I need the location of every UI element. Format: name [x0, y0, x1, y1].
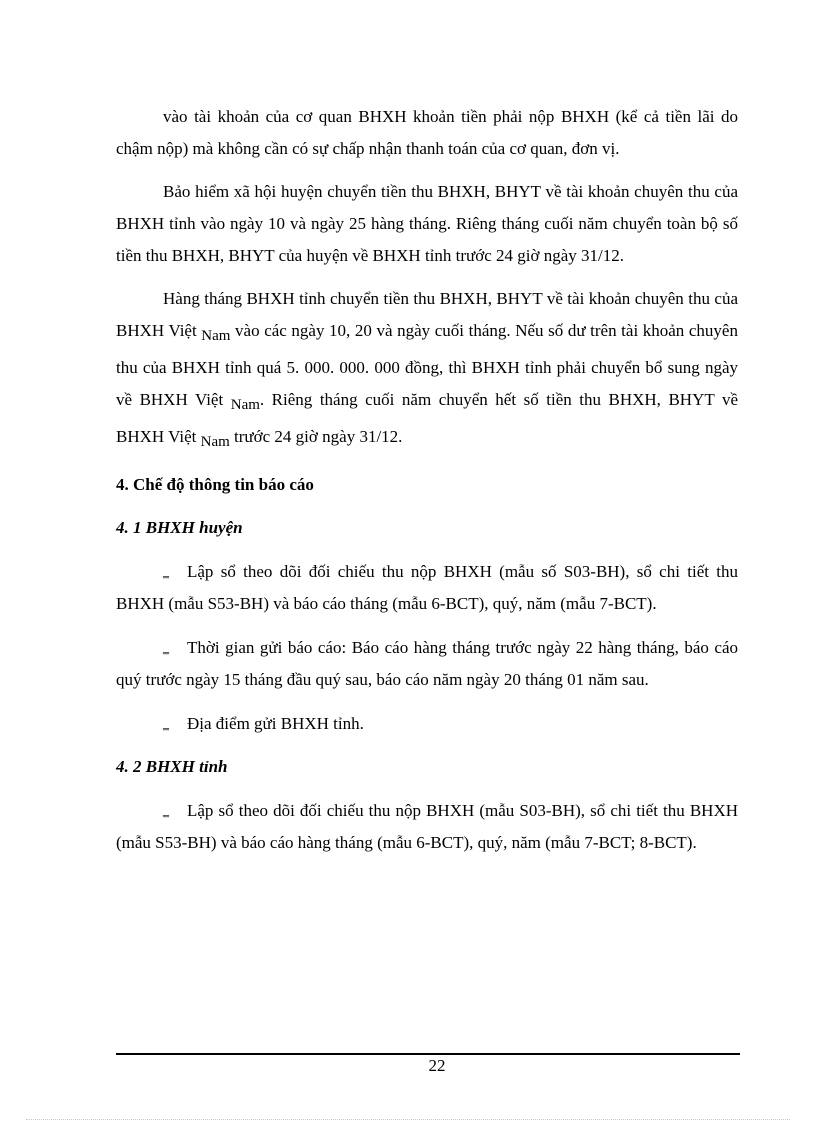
list-item-text: Lập sổ theo dõi đối chiếu thu nộp BHXH (mẫu S03-BH), sổ chi tiết thu BHXH (mẫu S53-BH) và báo cáo hàng tháng (mẫu 6-BCT), quý, năm (mẫu 7-BCT; 8-BCT). — [116, 801, 738, 852]
paragraph-continuation: vào tài khoản của cơ quan BHXH khoản tiền phải nộp BHXH (kể cả tiền lãi do chậm nộp) mà không cần có sự chấp nhận thanh toán của cơ quan, đơn vị. — [116, 107, 738, 158]
list-item — [116, 631, 738, 696]
list-item-text: Lập sổ theo dõi đối chiếu thu nộp BHXH (mẫu số S03-BH), sổ chi tiết thu BHXH (mẫu S53-BH) và báo cáo tháng (mẫu 6-BCT), quý, năm (mẫu 7-BCT). — [116, 562, 738, 613]
page-bottom-border — [26, 1119, 790, 1120]
p3-nam-3: Nam — [200, 434, 230, 450]
p3-text-1: Hàng tháng BHXH tỉnh chuyển tiền thu BHXH, BHYT về tài khoản chuyên thu của BHXH Việt — [116, 289, 738, 340]
p3-nam-2: Nam — [230, 397, 260, 413]
p3-nam-1: Nam — [201, 328, 231, 344]
page-content — [116, 101, 738, 870]
page-number: 22 — [428, 1056, 446, 1075]
subsection-heading-province: 4. 2 BHXH tỉnh — [116, 757, 228, 776]
list-item — [116, 794, 738, 859]
p3-text-3: . Riêng tháng cuối năm chuyển hết số tiền thu BHXH, BHYT về BHXH Việt — [116, 390, 738, 446]
list-item-text: Địa điểm gửi BHXH tỉnh. — [187, 714, 364, 733]
bullet-dash-icon: ‗ — [163, 716, 169, 730]
paragraph-district-transfer: Bảo hiểm xã hội huyện chuyển tiền thu BHXH, BHYT về tài khoản chuyên thu của BHXH tỉnh vào ngày 10 và ngày 25 hàng tháng. Riêng tháng cuối năm chuyển toàn bộ số tiền thu BHXH, BHYT của huyện về BHXH tỉnh trước 24 giờ ngày 31/12. — [116, 182, 738, 265]
section-heading-reporting: 4. Chế độ thông tin báo cáo — [116, 475, 314, 494]
list-item — [116, 555, 738, 620]
bullet-dash-icon: ‗ — [163, 640, 169, 654]
p3-text-2: vào các ngày 10, 20 và ngày cuối tháng. Nếu số dư trên tài khoản chuyên thu của BHXH tỉnh quá 5. 000. 000. 000 đồng, thì BHXH tỉnh phải chuyển bổ sung ngày về BHXH Việt — [116, 321, 738, 409]
footer-divider — [116, 1053, 740, 1055]
p3-text-4: trước 24 giờ ngày 31/12. — [229, 427, 403, 446]
subsection-heading-district: 4. 1 BHXH huyện — [116, 518, 243, 537]
paragraph-province-transfer — [116, 283, 738, 458]
bullet-dash-icon: ‗ — [163, 803, 169, 817]
list-item-text: Thời gian gửi báo cáo: Báo cáo hàng tháng trước ngày 22 hàng tháng, báo cáo quý trước ngày 15 tháng đầu quý sau, báo cáo năm ngày 20 tháng 01 năm sau. — [116, 638, 738, 689]
list-item — [116, 707, 738, 740]
bullet-dash-icon: ‗ — [163, 564, 169, 578]
